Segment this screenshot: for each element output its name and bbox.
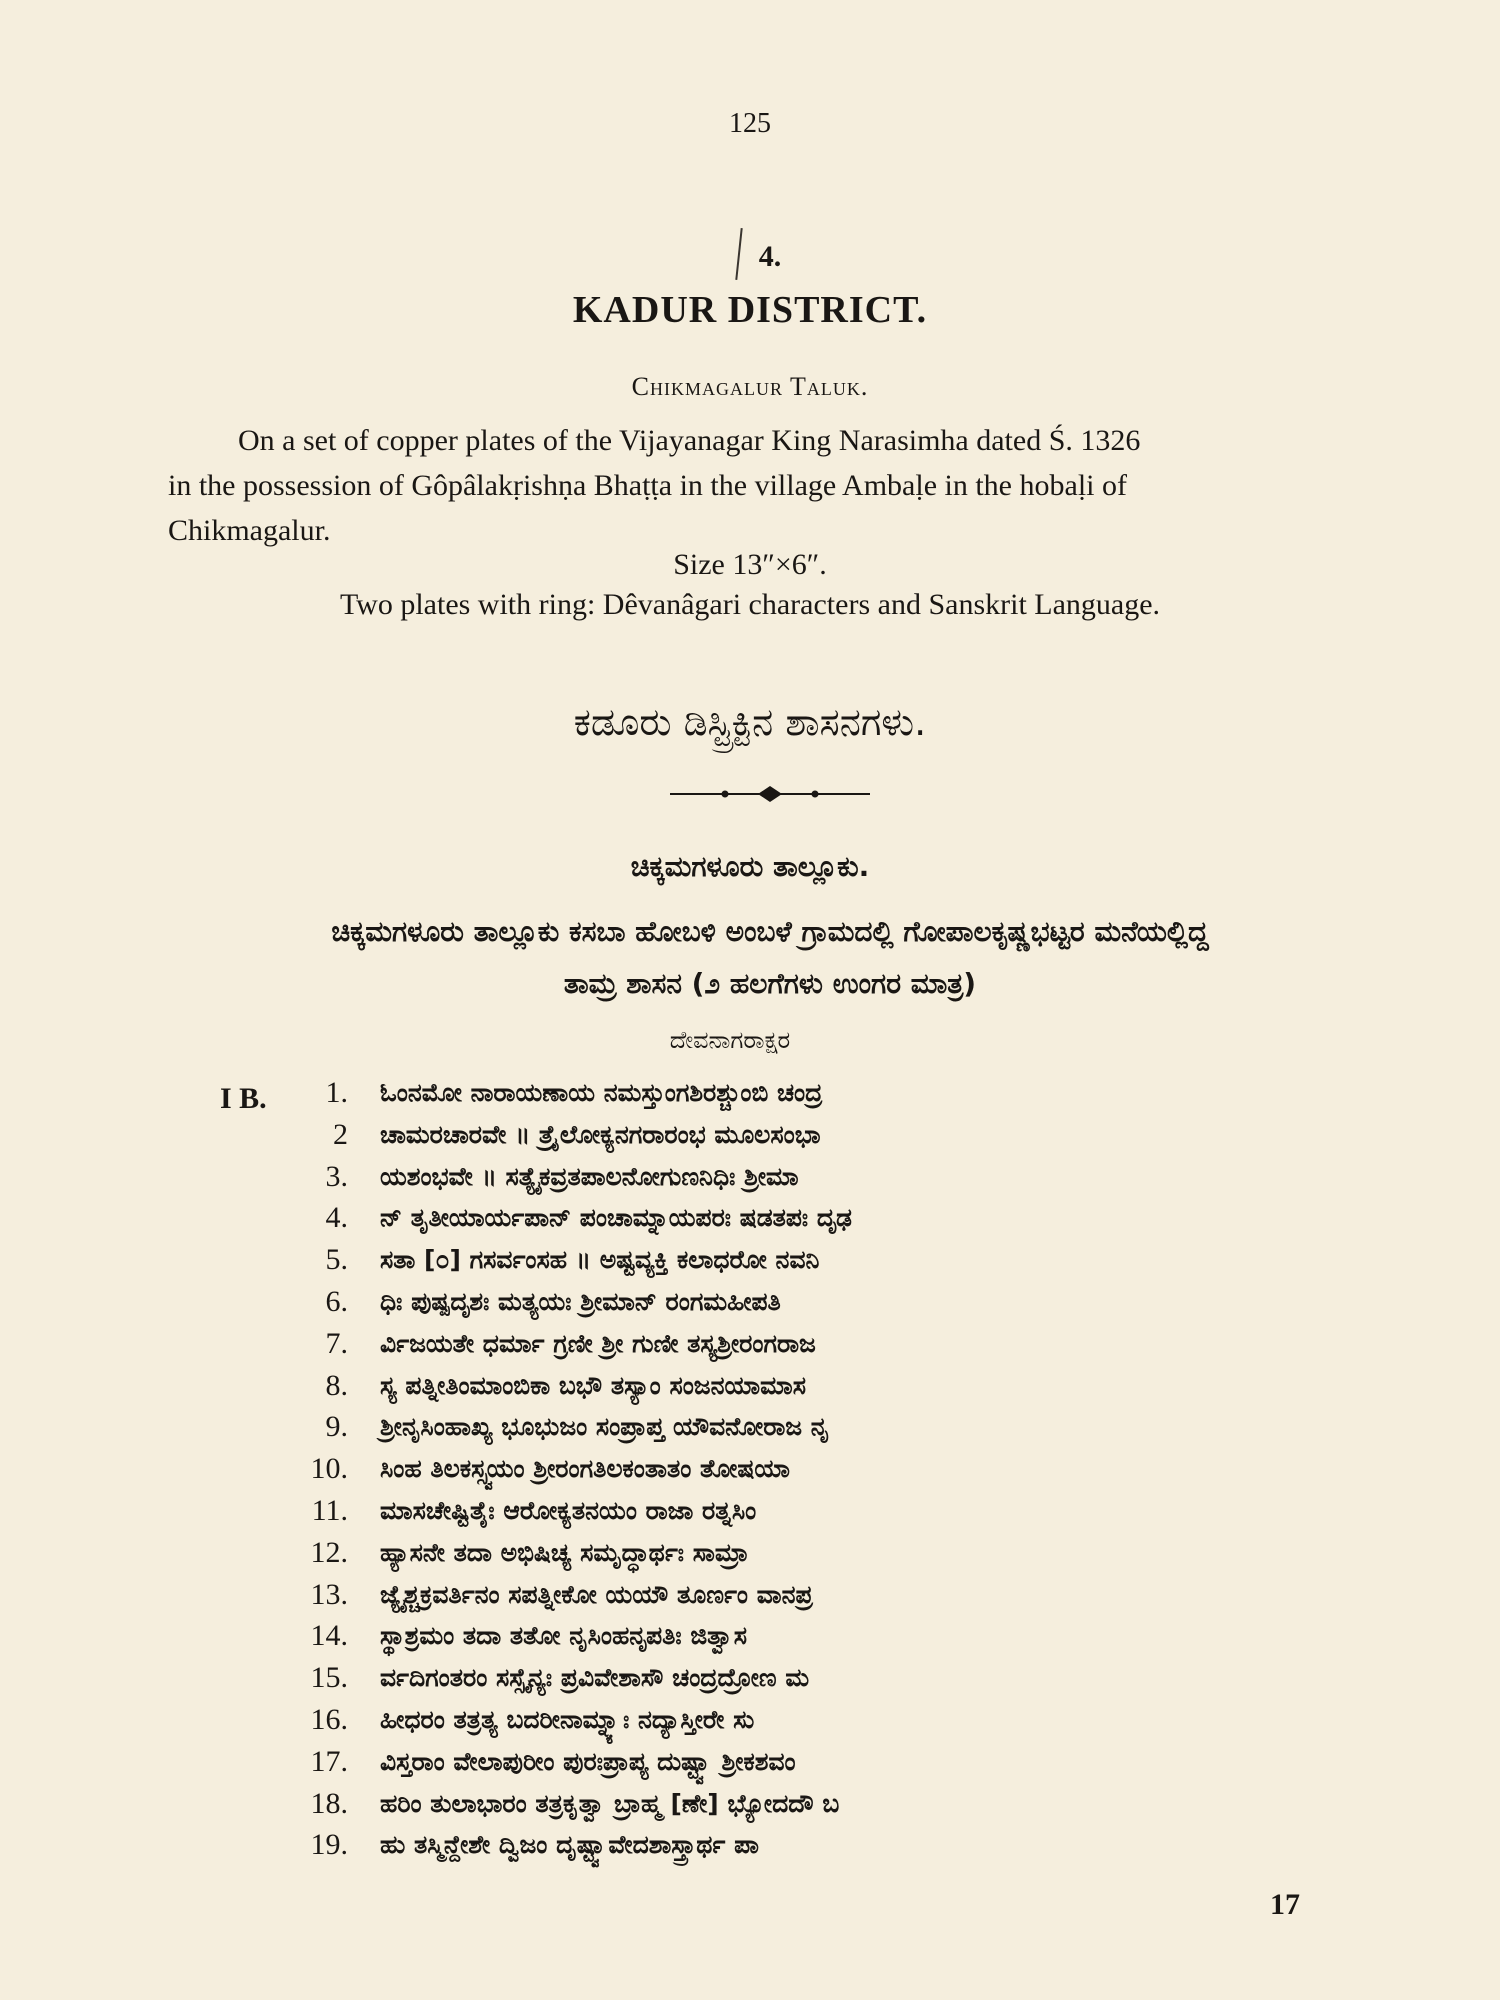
- inscription-line: [0, 1327, 1500, 1367]
- line-number: 9.: [325, 1410, 348, 1444]
- inscription-line: [0, 1452, 1500, 1492]
- kannada-description-line-1: ಚಿಕ್ಕಮಗಳೂರು ತಾಲ್ಲೂಕು ಕಸಬಾ ಹೋಬಳಿ ಅಂಬಳೆ ಗ್ರಾಮದಲ್ಲಿ ಗೋಪಾಲಕೃಷ್ಣಭಟ್ಟರ ಮನೆಯಲ್ಲಿದ್ದ: [331, 915, 1209, 948]
- line-number: 10.: [310, 1452, 348, 1486]
- line-text: ಸಿಂಹ ತಿಲಕಸ್ಸ್ವಯಂ ಶ್ರೀರಂಗತಿಲಕಂತಾತಂ ತೋಷಯಾ: [380, 1454, 790, 1484]
- kannada-heading: ಕಡೂರು ಡಿಸ್ಟ್ರಿಕ್ಟಿನ ಶಾಸನಗಳು.: [573, 700, 927, 744]
- district-title: KADUR DISTRICT.: [572, 289, 928, 331]
- inscription-line: [0, 1745, 1500, 1785]
- line-number: 11.: [311, 1494, 348, 1527]
- line-text: ವಿಸ್ತರಾಂ ವೇಲಾಪುರೀಂ ಪುರಃಪ್ರಾಪ್ಯ ದುಷ್ಟ್ವಾ ಶ್ರೀಕಶವಂ: [380, 1746, 796, 1776]
- line-text: ಜ್ಯೈಶ್ಚಕ್ರವರ್ತಿನಂ ಸಪತ್ನೀಕೋ ಯಯೌ ತೂರ್ಣಂ ವಾನಪ್ರ: [380, 1579, 813, 1609]
- kannada-description-line-2: ತಾಮ್ರ ಶಾಸನ (೨ ಹಲಗೆಗಳು ಉಂಗರ ಮಾತ್ರ): [563, 967, 977, 1000]
- line-number: 3.: [325, 1159, 348, 1193]
- section-number: 4.: [758, 240, 782, 273]
- ornament-divider: [670, 782, 870, 806]
- inscription-line: [0, 1536, 1500, 1576]
- line-text: ಚಾಮರಚಾರವೇ ॥ ತ್ರೈಲೋಕ್ಯನಗರಾರಂಭ ಮೂಲಸಂಭಾ: [380, 1119, 821, 1149]
- line-number: 7.: [325, 1326, 348, 1360]
- line-number: 12.: [310, 1535, 348, 1569]
- line-number: 14.: [310, 1619, 348, 1653]
- line-text: ಹರಿಂ ತುಲಾಭಾರಂ ತತ್ರಕೃತ್ವಾ ಬ್ರಾಹ್ಮ [ಣೇ] ಭ್ಯೋದದೌ ಬ: [380, 1788, 840, 1818]
- inscription-line: [0, 1369, 1500, 1409]
- inscription-line: [0, 1201, 1500, 1241]
- page-number: 125: [729, 108, 771, 139]
- line-number: 6.: [325, 1285, 348, 1318]
- line-text: ಸತಾ [೦] ಗಸರ್ವಂಸಹ ॥ ಅಷ್ಟವ್ಯಕ್ತಿ ಕಲಾಧರೋ ನವನಿ: [380, 1245, 820, 1275]
- plate-size: Size 13″×6″.: [673, 548, 827, 581]
- inscription-line: [0, 1243, 1500, 1283]
- line-text: ಹೀಧರಂ ತತ್ರತ್ಯ ಬದರೀನಾಮ್ನ್ಯಾಃ ನದ್ಯಾಸ್ತೀರೇ ಸು: [380, 1705, 755, 1734]
- signature-mark: 17: [1270, 1888, 1300, 1921]
- inscription-line: [0, 1828, 1500, 1868]
- inscription-line: [0, 1787, 1500, 1827]
- plates-script-language: Two plates with ring: Dêvanâgari characters and Sanskrit Language.: [339, 588, 1161, 621]
- line-number: 5.: [325, 1243, 348, 1277]
- line-text: ರ್ವಿಜಯತೇ ಧರ್ಮಾ ಗ್ರಣೀ ಶ್ರೀ ಗುಣೀ ತಸ್ಯಶ್ರೀರಂಗರಾಜ: [380, 1328, 816, 1358]
- inscription-line: [0, 1494, 1500, 1534]
- inscription-line: [0, 1661, 1500, 1701]
- kannada-taluk-title: ಚಿಕ್ಕಮಗಳೂರು ತಾಲ್ಲೂಕು.: [630, 850, 870, 883]
- inscription-line: [0, 1410, 1500, 1450]
- inscription-line: [0, 1703, 1500, 1743]
- inscription-line: [0, 1619, 1500, 1659]
- line-text: ಯಶಂಭವೇ ॥ ಸತ್ಯೈಕವ್ರತಪಾಲನೋಗುಣನಿಧಿಃ ಶ್ರೀಮಾ: [380, 1161, 799, 1191]
- line-number: 15.: [310, 1661, 348, 1695]
- inscription-line: [0, 1578, 1500, 1618]
- line-number: 8.: [325, 1368, 348, 1402]
- line-number: 2: [333, 1117, 348, 1151]
- line-text: ನ್ ತೃತೀಯಾರ್ಯಪಾನ್ ಪಂಚಾಮ್ನಾಯಪರಃ ಷಡತಪಃ ದೃಢ: [380, 1203, 852, 1233]
- line-text: ಹು ತಸ್ಮಿನ್ದೇಶೇ ದ್ವಿಜಂ ದೃಷ್ಟ್ವಾವೇದಶಾಸ್ತ್ರಾರ್ಥ ಪಾ: [380, 1830, 759, 1860]
- inscription-line: [0, 1118, 1500, 1158]
- taluk-title: Chikmagalur Taluk.: [631, 372, 869, 401]
- inscription-line: [0, 1160, 1500, 1200]
- inscription-line: [0, 1285, 1500, 1325]
- line-number: 1.: [325, 1076, 348, 1109]
- line-text: ಓಂನಮೋ ನಾರಾಯಣಾಯ ನಮಸ್ತುಂಗಶಿರಶ್ಚುಂಬಿ ಚಂದ್ರ: [380, 1078, 823, 1107]
- kannada-description: [200, 906, 1340, 1010]
- line-text: ಧಿಃ ಪುಷ್ಪದೃಶಃ ಮತ್ಯಯಃ ಶ್ರೀಮಾನ್ ರಂಗಮಹೀಪತಿ: [380, 1287, 781, 1316]
- line-text: ಸ್ಯ ಪತ್ನೀತಿಂಮಾಂಬಿಕಾ ಬಭೌ ತಸ್ಯಾಂ ಸಂಜನಯಾಮಾಸ: [380, 1370, 806, 1400]
- line-text: ಮಾಸಚೇಷ್ಟಿತೈಃ ಆರೋಕ್ಯತನಯಂ ರಾಜಾ ರತ್ನಸಿಂ: [380, 1496, 757, 1525]
- description-line-3: Chikmagalur.: [168, 514, 331, 547]
- line-number: 16.: [310, 1703, 348, 1736]
- inscription-line: [0, 1076, 1500, 1116]
- line-text: ಹ್ಯಾಸನೇ ತದಾ ಅಭಿಷಿಚ್ಯ ಸಮೃದ್ಧಾರ್ಥಃ ಸಾಮ್ರಾ: [380, 1537, 749, 1567]
- line-text: ರ್ವದಿಗಂತರಂ ಸಸ್ಸೈನ್ಯಃ ಪ್ರವಿವೇಶಾಸೌ ಚಂದ್ರದ್ರೋಣ ಮ: [380, 1663, 810, 1693]
- line-number: 19.: [310, 1828, 348, 1862]
- line-number: 13.: [310, 1577, 348, 1611]
- script-label: ದೇವನಾಗರಾಕ್ಷರ: [669, 1026, 791, 1054]
- line-text: ಶ್ರೀನೃಸಿಂಹಾಖ್ಯ ಭೂಭುಜಂ ಸಂಪ್ರಾಪ್ತ ಯೌವನೋರಾಜ ನೃ: [380, 1412, 830, 1442]
- line-number: 17.: [310, 1744, 348, 1778]
- inscription-description: [168, 418, 1380, 553]
- line-number: 18.: [310, 1786, 348, 1820]
- description-line-1: On a set of copper plates of the Vijayanagar King Narasimha dated Ś. 1326: [238, 424, 1141, 457]
- line-number: 4.: [325, 1201, 348, 1235]
- plate-label: I B.: [220, 1082, 267, 1115]
- description-line-2: in the possession of Gôpâlakṛishṇa Bhaṭṭa in the village Ambaḷe in the hobaḷi of: [168, 469, 1127, 502]
- line-text: ಸ್ಥಾಶ್ರಮಂ ತದಾ ತತೋ ನೃಸಿಂಹನೃಪತಿಃ ಜಿತ್ವಾಸ: [380, 1621, 747, 1651]
